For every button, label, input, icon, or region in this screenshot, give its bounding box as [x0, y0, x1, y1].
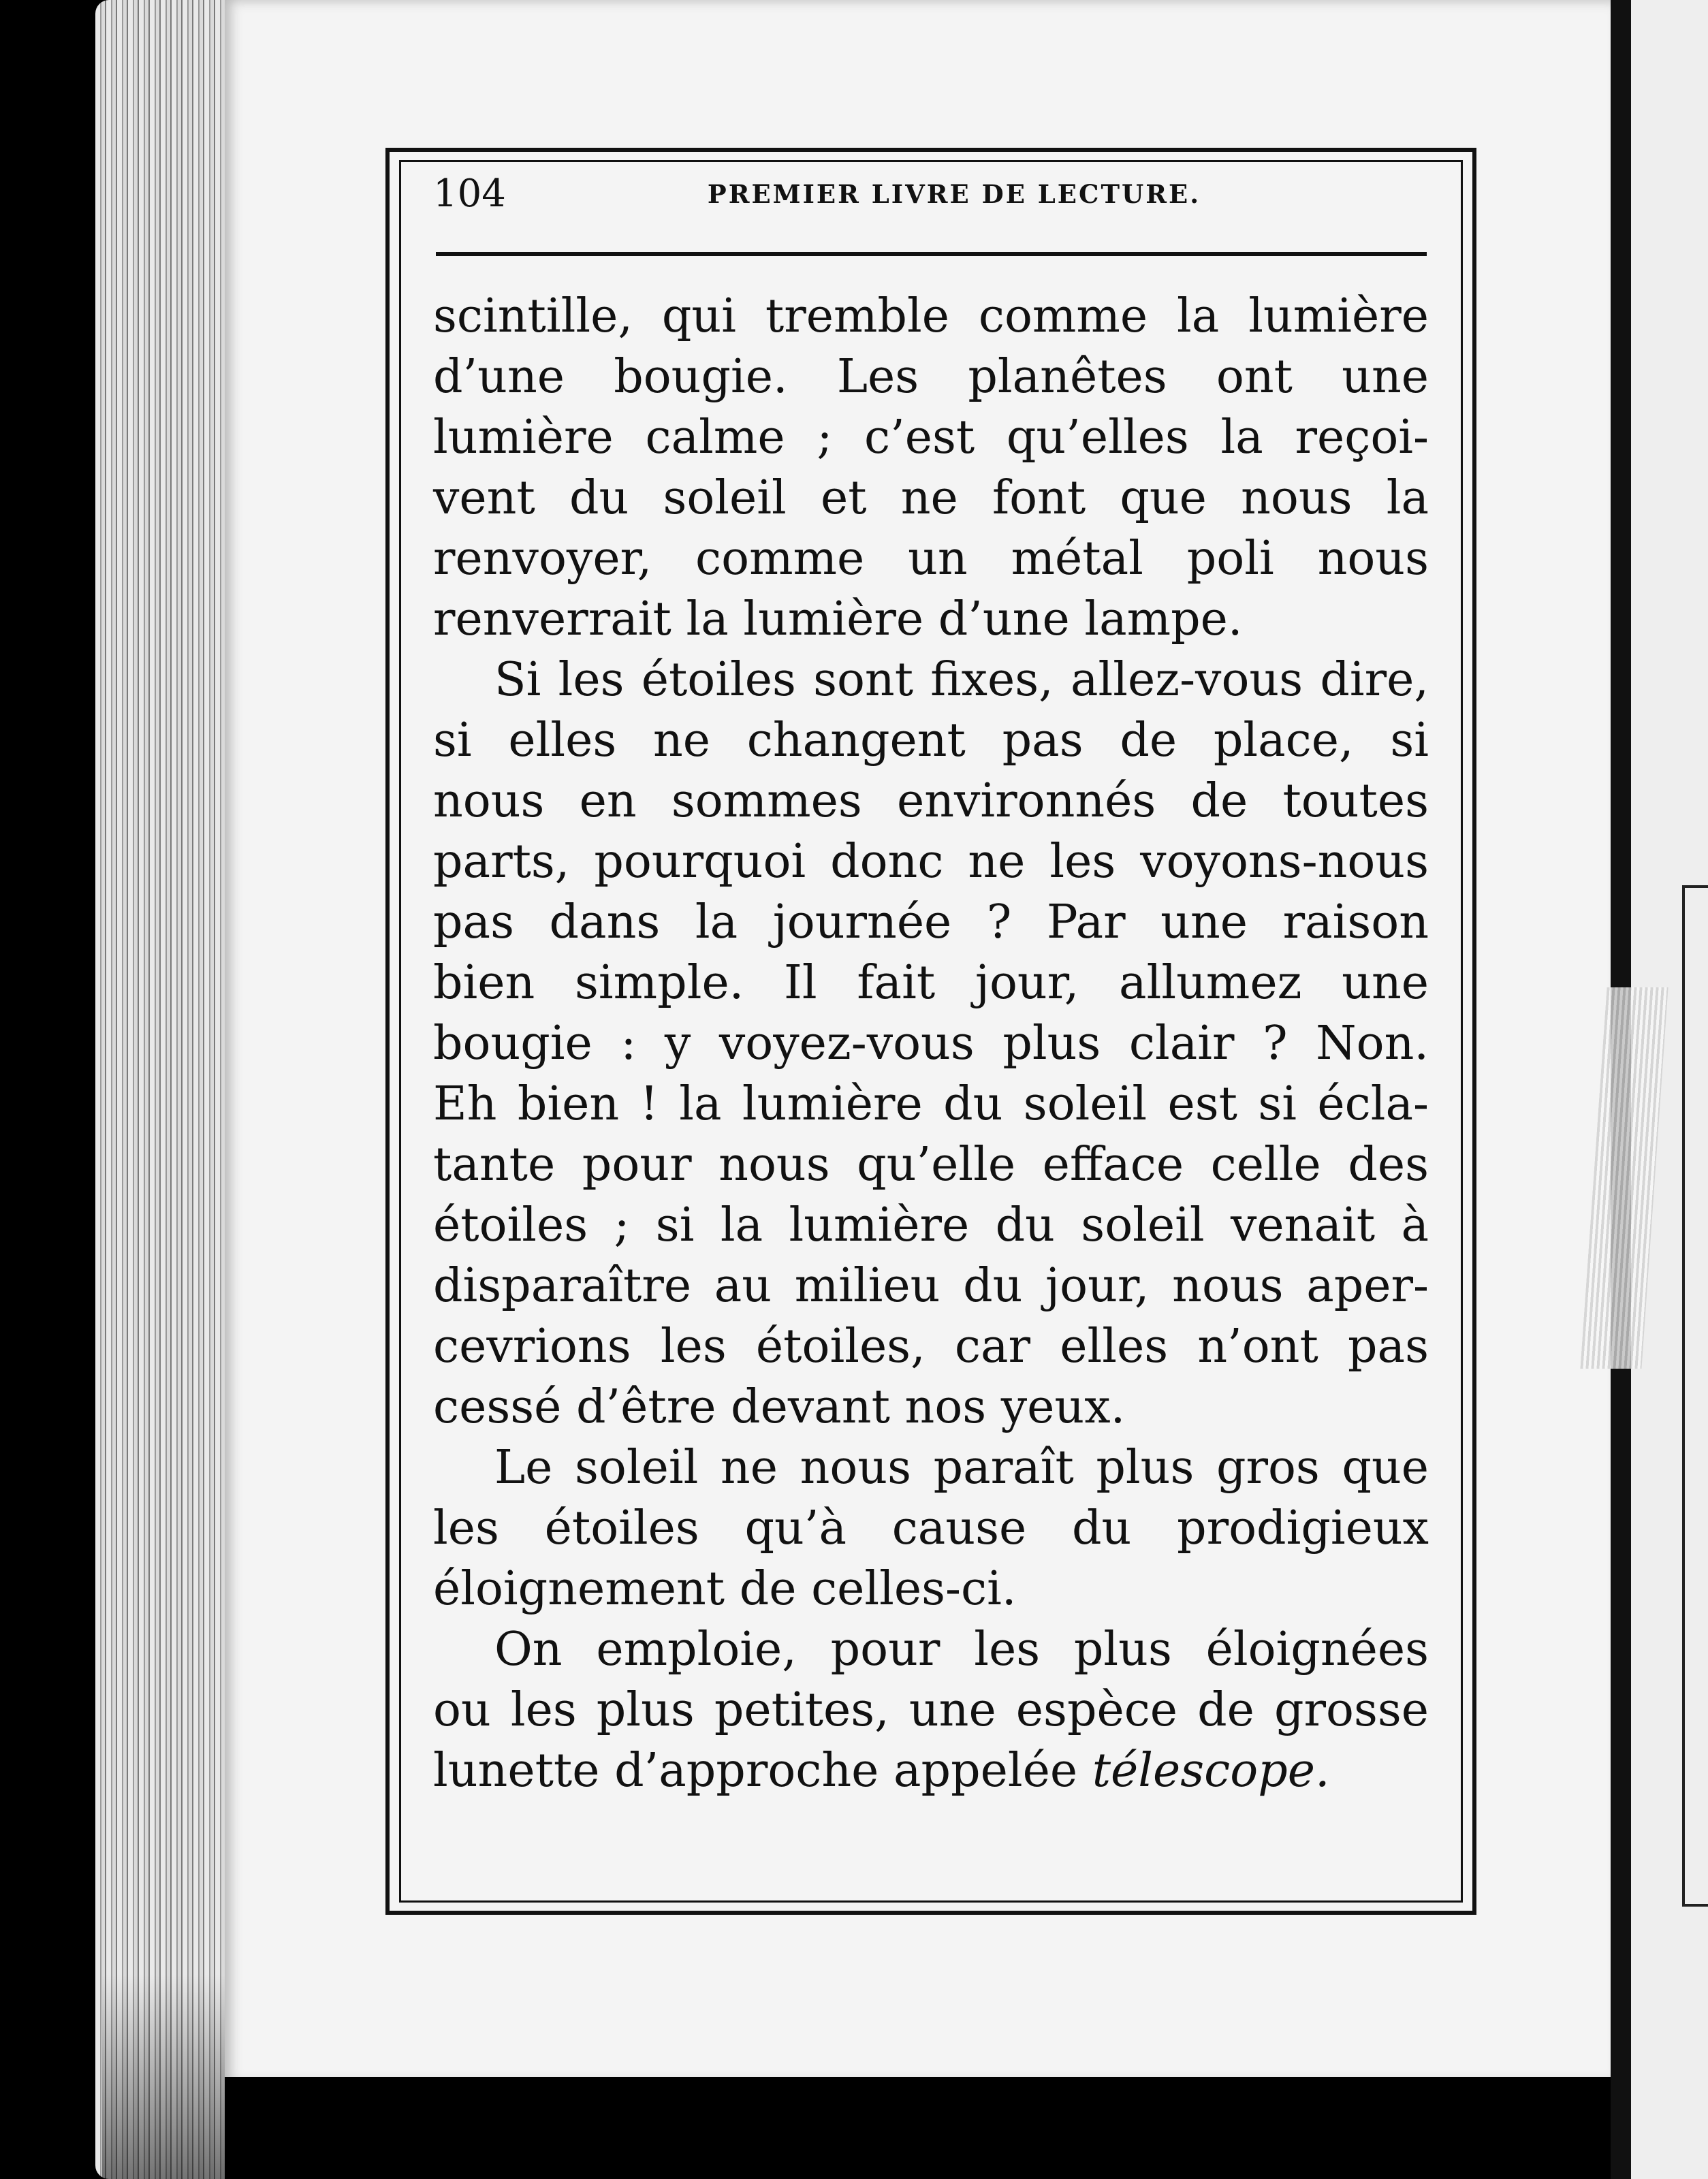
- text-line: cessé d’être devant nos yeux.: [433, 1380, 1126, 1434]
- text-line: scintille, qui tremble comme la lumière: [433, 289, 1429, 343]
- text-line: éloignement de celles-ci.: [433, 1562, 1017, 1616]
- text-segment: lunette d’approche appelée: [433, 1744, 1078, 1798]
- text-line: pas dans la journée ? Par une raison: [433, 895, 1429, 949]
- text-line: disparaître au milieu du jour, nous aper-: [433, 1259, 1429, 1313]
- page-bottom-shadow: [225, 2077, 1614, 2179]
- text-line: cevrions les étoiles, car elles n’ont pas: [433, 1320, 1429, 1373]
- text-line: Eh bien ! la lumière du soleil est si écla-: [433, 1077, 1429, 1131]
- text-line: Si les étoiles sont fixes, allez-vous dire,: [494, 653, 1429, 707]
- italic-term: télescope.: [1092, 1744, 1330, 1798]
- header-rule: [436, 252, 1427, 256]
- body-text: [433, 286, 1429, 1801]
- book-title: PREMIER LIVRE DE LECTURE.: [707, 179, 1201, 209]
- text-line: parts, pourquoi donc ne les voyons-nous: [433, 835, 1429, 889]
- text-line: étoiles ; si la lumière du soleil venait à: [433, 1198, 1429, 1252]
- text-line: nous en sommes environnés de toutes: [433, 774, 1429, 828]
- text-line: lumière calme ; c’est qu’elles la reçoi-: [433, 411, 1429, 464]
- text-line: les étoiles qu’à cause du prodigieux: [433, 1501, 1429, 1555]
- text-line: bien simple. Il fait jour, allumez une: [433, 956, 1429, 1010]
- text-line: renvoyer, comme un métal poli nous: [433, 532, 1429, 586]
- running-head: [433, 163, 1427, 225]
- text-line-final: [433, 1740, 1429, 1801]
- facing-page-frame-edge: [1682, 885, 1708, 1907]
- text-line: d’une bougie. Les planêtes ont une: [433, 350, 1429, 404]
- text-line: Le soleil ne nous paraît plus gros que: [494, 1441, 1429, 1495]
- text-line: si elles ne changent pas de place, si: [433, 714, 1429, 767]
- text-line: ou les plus petites, une espèce de grosse: [433, 1683, 1429, 1737]
- text-line: On emploie, pour les plus éloignées: [494, 1623, 1429, 1676]
- text-line: renverrait la lumière d’une lampe.: [433, 592, 1243, 646]
- text-line: vent du soleil et ne font que nous la: [433, 471, 1429, 525]
- text-line: tante pour nous qu’elle efface celle des: [433, 1138, 1429, 1192]
- page-number: 104: [433, 172, 506, 216]
- text-line: bougie : y voyez-vous plus clair ? Non.: [433, 1017, 1429, 1070]
